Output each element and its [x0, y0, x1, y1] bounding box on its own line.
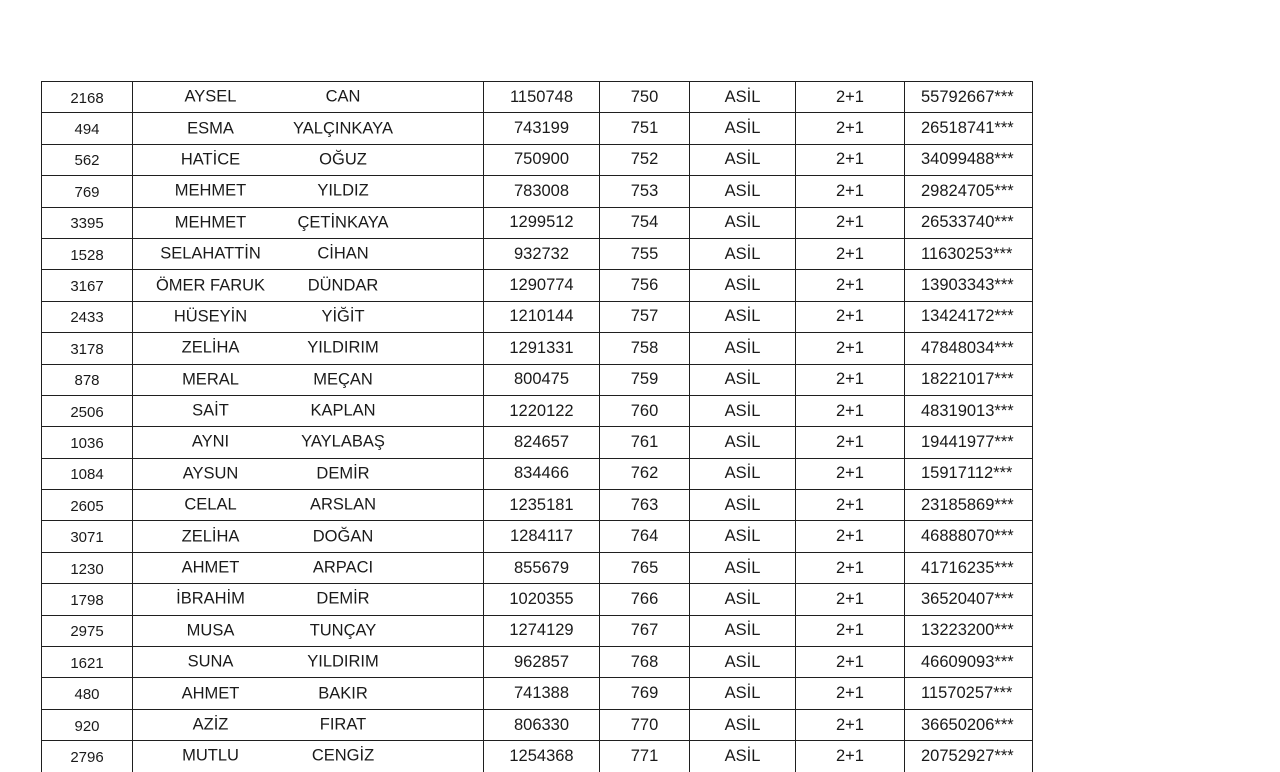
last-name: CENGİZ [311, 746, 375, 765]
last-name: ARSLAN [309, 495, 377, 514]
rank-cell: 765 [600, 552, 690, 583]
status-cell: ASİL [690, 584, 796, 615]
id-number-cell: 34099488*** [905, 144, 1033, 175]
table-row [42, 395, 1033, 426]
status-cell: ASİL [690, 678, 796, 709]
sequence-number-cell: 878 [42, 364, 133, 395]
status-cell: ASİL [690, 552, 796, 583]
status-cell: ASİL [690, 364, 796, 395]
application-number-cell: 1274129 [484, 615, 600, 646]
family-size-cell: 2+1 [796, 615, 905, 646]
id-number-cell: 11630253*** [905, 238, 1033, 269]
status-cell: ASİL [690, 521, 796, 552]
full-name-cell [133, 521, 484, 552]
full-name-cell [133, 333, 484, 364]
rank-cell: 771 [600, 741, 690, 772]
full-name-cell [133, 678, 484, 709]
last-name: CAN [325, 87, 361, 106]
last-name: KAPLAN [310, 401, 376, 420]
id-number-cell: 48319013*** [905, 395, 1033, 426]
family-size-cell: 2+1 [796, 207, 905, 238]
application-number-cell: 932732 [484, 238, 600, 269]
last-name: YILDIRIM [307, 338, 379, 357]
application-number-cell: 1284117 [484, 521, 600, 552]
last-name: YİĞİT [321, 307, 365, 326]
sequence-number-cell: 1036 [42, 427, 133, 458]
table-row [42, 144, 1033, 175]
family-size-cell: 2+1 [796, 238, 905, 269]
last-name: MEÇAN [313, 370, 373, 389]
status-cell: ASİL [690, 270, 796, 301]
sequence-number-cell: 2605 [42, 490, 133, 521]
rank-cell: 763 [600, 490, 690, 521]
family-size-cell: 2+1 [796, 270, 905, 301]
id-number-cell: 26533740*** [905, 207, 1033, 238]
id-number-cell: 13903343*** [905, 270, 1033, 301]
first-name: SUNA [187, 652, 234, 671]
full-name-cell [133, 427, 484, 458]
rank-cell: 769 [600, 678, 690, 709]
status-cell: ASİL [690, 647, 796, 678]
id-number-cell: 29824705*** [905, 176, 1033, 207]
first-name: İBRAHİM [176, 589, 245, 608]
full-name-cell [133, 270, 484, 301]
table-row [42, 678, 1033, 709]
application-number-cell: 1235181 [484, 490, 600, 521]
status-cell: ASİL [690, 458, 796, 489]
full-name-cell [133, 301, 484, 332]
id-number-cell: 18221017*** [905, 364, 1033, 395]
full-name-cell [133, 490, 484, 521]
application-number-cell: 1020355 [484, 584, 600, 615]
last-name: ARPACI [312, 558, 374, 577]
rank-cell: 757 [600, 301, 690, 332]
status-cell: ASİL [690, 113, 796, 144]
status-cell: ASİL [690, 144, 796, 175]
status-cell: ASİL [690, 395, 796, 426]
table-row [42, 82, 1033, 113]
rank-cell: 764 [600, 521, 690, 552]
application-number-cell: 834466 [484, 458, 600, 489]
family-size-cell: 2+1 [796, 333, 905, 364]
first-name: SELAHATTİN [160, 244, 261, 263]
rank-cell: 766 [600, 584, 690, 615]
sequence-number-cell: 2506 [42, 395, 133, 426]
first-name: AZİZ [192, 715, 229, 734]
sequence-number-cell: 920 [42, 709, 133, 740]
id-number-cell: 47848034*** [905, 333, 1033, 364]
application-number-cell: 1150748 [484, 82, 600, 113]
rank-cell: 767 [600, 615, 690, 646]
table-row [42, 238, 1033, 269]
sequence-number-cell: 3395 [42, 207, 133, 238]
application-number-cell: 750900 [484, 144, 600, 175]
family-size-cell: 2+1 [796, 113, 905, 144]
application-number-cell: 743199 [484, 113, 600, 144]
first-name: AYSEL [184, 87, 237, 106]
last-name: YALÇINKAYA [293, 119, 393, 138]
status-cell: ASİL [690, 333, 796, 364]
full-name-cell [133, 395, 484, 426]
family-size-cell: 2+1 [796, 301, 905, 332]
first-name: CELAL [184, 495, 237, 514]
full-name-cell [133, 584, 484, 615]
family-size-cell: 2+1 [796, 176, 905, 207]
status-cell: ASİL [690, 176, 796, 207]
family-size-cell: 2+1 [796, 395, 905, 426]
last-name: YAYLABAŞ [301, 432, 385, 451]
sequence-number-cell: 1798 [42, 584, 133, 615]
status-cell: ASİL [690, 490, 796, 521]
application-number-cell: 1220122 [484, 395, 600, 426]
rank-cell: 751 [600, 113, 690, 144]
family-size-cell: 2+1 [796, 741, 905, 772]
status-cell: ASİL [690, 238, 796, 269]
sequence-number-cell: 2796 [42, 741, 133, 772]
sequence-number-cell: 2975 [42, 615, 133, 646]
last-name: BAKIR [318, 684, 368, 703]
family-size-cell: 2+1 [796, 458, 905, 489]
table-row [42, 364, 1033, 395]
last-name: DÜNDAR [307, 276, 379, 295]
id-number-cell: 15917112*** [905, 458, 1033, 489]
id-number-cell: 36520407*** [905, 584, 1033, 615]
table-row [42, 301, 1033, 332]
table-row [42, 741, 1033, 772]
family-size-cell: 2+1 [796, 678, 905, 709]
sequence-number-cell: 769 [42, 176, 133, 207]
full-name-cell [133, 709, 484, 740]
sequence-number-cell: 2168 [42, 82, 133, 113]
status-cell: ASİL [690, 82, 796, 113]
rank-cell: 758 [600, 333, 690, 364]
full-name-cell [133, 364, 484, 395]
id-number-cell: 46609093*** [905, 647, 1033, 678]
first-name: MEHMET [174, 181, 247, 200]
rank-cell: 760 [600, 395, 690, 426]
last-name: YILDIZ [317, 181, 369, 200]
id-number-cell: 46888070*** [905, 521, 1033, 552]
table-row [42, 615, 1033, 646]
full-name-cell [133, 552, 484, 583]
last-name: YILDIRIM [307, 652, 379, 671]
full-name-cell [133, 741, 484, 772]
first-name: ZELİHA [181, 527, 240, 546]
full-name-cell [133, 113, 484, 144]
family-size-cell: 2+1 [796, 521, 905, 552]
sequence-number-cell: 1528 [42, 238, 133, 269]
table-row [42, 552, 1033, 583]
status-cell: ASİL [690, 207, 796, 238]
sequence-number-cell: 3167 [42, 270, 133, 301]
status-cell: ASİL [690, 301, 796, 332]
last-name: FIRAT [319, 715, 367, 734]
rank-cell: 770 [600, 709, 690, 740]
application-number-cell: 806330 [484, 709, 600, 740]
id-number-cell: 13223200*** [905, 615, 1033, 646]
application-number-cell: 1210144 [484, 301, 600, 332]
family-size-cell: 2+1 [796, 364, 905, 395]
family-size-cell: 2+1 [796, 144, 905, 175]
table-row [42, 333, 1033, 364]
application-number-cell: 1299512 [484, 207, 600, 238]
first-name: ESMA [187, 119, 234, 138]
last-name: DEMİR [316, 589, 370, 608]
id-number-cell: 55792667*** [905, 82, 1033, 113]
family-size-cell: 2+1 [796, 82, 905, 113]
rank-cell: 759 [600, 364, 690, 395]
sequence-number-cell: 494 [42, 113, 133, 144]
sequence-number-cell: 3178 [42, 333, 133, 364]
family-size-cell: 2+1 [796, 584, 905, 615]
table-body [42, 82, 1033, 772]
first-name: HÜSEYİN [173, 307, 248, 326]
sequence-number-cell: 1621 [42, 647, 133, 678]
rank-cell: 754 [600, 207, 690, 238]
full-name-cell [133, 238, 484, 269]
id-number-cell: 11570257*** [905, 678, 1033, 709]
full-name-cell [133, 647, 484, 678]
application-number-cell: 800475 [484, 364, 600, 395]
id-number-cell: 41716235*** [905, 552, 1033, 583]
last-name: TUNÇAY [309, 621, 377, 640]
table-row [42, 427, 1033, 458]
last-name: DEMİR [316, 464, 370, 483]
first-name: MUTLU [182, 746, 239, 765]
application-number-cell: 1254368 [484, 741, 600, 772]
rank-cell: 753 [600, 176, 690, 207]
family-size-cell: 2+1 [796, 552, 905, 583]
table-row [42, 207, 1033, 238]
application-number-cell: 1291331 [484, 333, 600, 364]
sequence-number-cell: 2433 [42, 301, 133, 332]
id-number-cell: 19441977*** [905, 427, 1033, 458]
id-number-cell: 23185869*** [905, 490, 1033, 521]
first-name: AYNI [191, 432, 230, 451]
sequence-number-cell: 3071 [42, 521, 133, 552]
family-size-cell: 2+1 [796, 490, 905, 521]
status-cell: ASİL [690, 427, 796, 458]
table-row [42, 647, 1033, 678]
full-name-cell [133, 82, 484, 113]
rank-cell: 762 [600, 458, 690, 489]
rank-cell: 756 [600, 270, 690, 301]
sequence-number-cell: 480 [42, 678, 133, 709]
full-name-cell [133, 615, 484, 646]
id-number-cell: 20752927*** [905, 741, 1033, 772]
id-number-cell: 36650206*** [905, 709, 1033, 740]
first-name: AHMET [181, 558, 240, 577]
application-number-cell: 741388 [484, 678, 600, 709]
beneficiary-list-table [41, 81, 1033, 772]
rank-cell: 750 [600, 82, 690, 113]
status-cell: ASİL [690, 615, 796, 646]
last-name: OĞUZ [319, 150, 367, 169]
full-name-cell [133, 176, 484, 207]
table-row [42, 176, 1033, 207]
first-name: ÖMER FARUK [155, 276, 266, 295]
application-number-cell: 962857 [484, 647, 600, 678]
application-number-cell: 824657 [484, 427, 600, 458]
table-row [42, 521, 1033, 552]
family-size-cell: 2+1 [796, 709, 905, 740]
table-row [42, 270, 1033, 301]
full-name-cell [133, 144, 484, 175]
status-cell: ASİL [690, 741, 796, 772]
full-name-cell [133, 458, 484, 489]
first-name: AHMET [181, 684, 240, 703]
rank-cell: 752 [600, 144, 690, 175]
first-name: SAİT [192, 401, 229, 420]
last-name: DOĞAN [312, 527, 374, 546]
sequence-number-cell: 562 [42, 144, 133, 175]
application-number-cell: 855679 [484, 552, 600, 583]
first-name: MUSA [186, 621, 235, 640]
application-number-cell: 1290774 [484, 270, 600, 301]
first-name: HATİCE [180, 150, 241, 169]
application-number-cell: 783008 [484, 176, 600, 207]
rank-cell: 755 [600, 238, 690, 269]
sequence-number-cell: 1230 [42, 552, 133, 583]
table-row [42, 113, 1033, 144]
sequence-number-cell: 1084 [42, 458, 133, 489]
table-row [42, 709, 1033, 740]
table-row [42, 490, 1033, 521]
table-row [42, 584, 1033, 615]
id-number-cell: 26518741*** [905, 113, 1033, 144]
family-size-cell: 2+1 [796, 647, 905, 678]
first-name: MEHMET [174, 213, 247, 232]
rank-cell: 768 [600, 647, 690, 678]
family-size-cell: 2+1 [796, 427, 905, 458]
status-cell: ASİL [690, 709, 796, 740]
id-number-cell: 13424172*** [905, 301, 1033, 332]
full-name-cell [133, 207, 484, 238]
last-name: CİHAN [317, 244, 369, 263]
table-row [42, 458, 1033, 489]
first-name: ZELİHA [181, 338, 240, 357]
first-name: AYSUN [182, 464, 239, 483]
last-name: ÇETİNKAYA [297, 213, 389, 232]
first-name: MERAL [182, 370, 239, 389]
rank-cell: 761 [600, 427, 690, 458]
